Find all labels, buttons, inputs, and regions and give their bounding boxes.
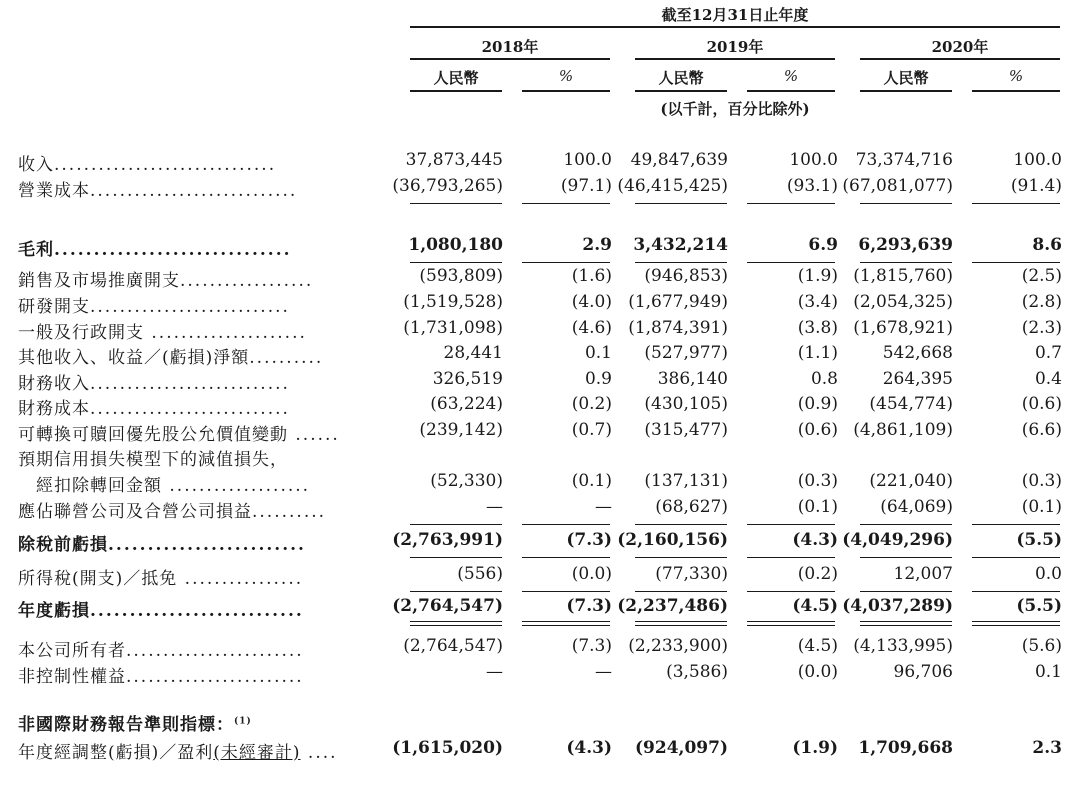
cell-value: (1,874,391) <box>628 318 728 338</box>
ifrs-cell-value: (4.3) <box>566 738 612 758</box>
cell-value: (93.1) <box>786 176 838 196</box>
cell-value: (0.0) <box>571 564 612 584</box>
cell-value: (52,330) <box>430 471 503 491</box>
row-label-text: 預期信用損失模型下的減值損失， <box>18 450 288 470</box>
cell-value: (1,677,949) <box>628 292 728 312</box>
column-rule <box>747 262 835 263</box>
cell-value: 542,668 <box>882 343 953 363</box>
cell-value: (67,081,077) <box>842 176 953 196</box>
ifrs-footnote-ref: (1) <box>234 716 252 727</box>
row-label <box>18 318 307 343</box>
column-rule <box>410 203 502 204</box>
cell-value: — <box>486 497 503 517</box>
cell-value: (2,764,547) <box>403 636 503 656</box>
row-label-text: 營業成本 <box>18 181 90 201</box>
column-rule <box>522 203 610 204</box>
cell-value: 49,847,639 <box>630 150 728 170</box>
cell-value: (0.1) <box>571 471 612 491</box>
ifrs-label-part: 年度經調整(虧損)／盈利 <box>18 743 214 763</box>
row-label <box>18 596 304 621</box>
column-rule <box>635 591 727 592</box>
column-rule <box>972 203 1060 204</box>
cell-value: (0.1) <box>1021 497 1062 517</box>
pct-2018: % <box>558 67 574 85</box>
row-label-text: 除稅前虧損 <box>18 535 108 555</box>
column-rule <box>635 524 727 525</box>
cell-value: (137,131) <box>644 471 728 491</box>
cell-value: 0.9 <box>584 369 612 389</box>
cell-value: (2,233,900) <box>628 636 728 656</box>
cell-value: (4,133,995) <box>853 636 953 656</box>
column-rule <box>635 262 727 263</box>
cell-value: (3.4) <box>797 292 838 312</box>
column-rule <box>522 557 610 558</box>
leader-dots: ........................ <box>126 667 304 687</box>
cell-value: (4,861,109) <box>853 420 953 440</box>
cell-value: (221,040) <box>869 471 953 491</box>
cell-value: (2,237,486) <box>617 596 728 616</box>
year-rule-2018 <box>410 58 610 60</box>
cell-value: 100.0 <box>789 150 838 170</box>
cell-value: — <box>486 662 503 682</box>
column-rule <box>972 524 1060 525</box>
column-rule <box>747 203 835 204</box>
cell-value: (239,142) <box>419 420 503 440</box>
leader-dots: .......... <box>252 502 327 522</box>
year-2020: 2020年 <box>931 38 989 56</box>
row-label <box>18 564 303 589</box>
row-label <box>18 235 292 260</box>
row-label <box>18 497 326 522</box>
cell-value: (556) <box>457 564 503 584</box>
ifrs-cell-value: (1.9) <box>792 738 838 758</box>
period-rule <box>410 26 1060 28</box>
cell-value: (77,330) <box>655 564 728 584</box>
row-label-text: 研發開支 <box>18 297 90 317</box>
column-rule <box>522 524 610 525</box>
column-rule <box>860 625 952 626</box>
cell-value: (2,763,991) <box>392 530 503 550</box>
leader-dots: .............................. <box>54 240 292 260</box>
cell-value: (4,049,296) <box>842 530 953 550</box>
column-rule <box>635 621 727 622</box>
cell-value: 0.1 <box>584 343 612 363</box>
row-label-text: 財務收入 <box>18 374 90 394</box>
row-label <box>18 394 290 419</box>
column-rule <box>860 557 952 558</box>
cell-value: (0.1) <box>797 497 838 517</box>
cell-value: 0.7 <box>1034 343 1062 363</box>
cell-value: 0.1 <box>1034 662 1062 682</box>
cell-value: (0.2) <box>797 564 838 584</box>
row-label <box>18 662 304 687</box>
unit-note: (以千計，百分比除外) <box>660 100 810 118</box>
leader-dots: ........................... <box>90 601 304 621</box>
cell-value: (1.9) <box>797 266 838 286</box>
ifrs-row-label <box>18 738 338 763</box>
column-rule <box>747 621 835 622</box>
column-rule <box>860 524 952 525</box>
leader-dots: ........................... <box>90 374 290 394</box>
col-rule <box>860 90 952 92</box>
cell-value: (946,853) <box>644 266 728 286</box>
leader-dots: .... <box>300 743 338 763</box>
year-2018: 2018年 <box>481 38 539 56</box>
cell-value: (1,519,528) <box>403 292 503 312</box>
column-rule <box>635 557 727 558</box>
pct-2020: % <box>1008 67 1024 85</box>
cell-value: 0.0 <box>1034 564 1062 584</box>
leader-dots: ..................... <box>144 323 307 343</box>
cell-value: 0.8 <box>810 369 838 389</box>
cell-value: (0.7) <box>571 420 612 440</box>
cell-value: (2.3) <box>1021 318 1062 338</box>
cell-value: (4,037,289) <box>842 596 953 616</box>
ifrs-cell-value: 2.3 <box>1032 738 1062 758</box>
row-label <box>18 530 306 555</box>
column-rule <box>410 262 502 263</box>
period-header: 截至12月31日止年度 <box>661 6 809 24</box>
cell-value: (5.6) <box>1021 636 1062 656</box>
cell-value: (2,160,156) <box>617 530 728 550</box>
row-label-text: 本公司所有者 <box>18 641 126 661</box>
currency-2019: 人民幣 <box>658 69 704 87</box>
leader-dots: ........................... <box>90 399 290 419</box>
cell-value: 0.4 <box>1034 369 1062 389</box>
row-label-text: 經扣除轉回金額 <box>18 476 162 496</box>
row-label-text: 收入 <box>18 155 54 175</box>
cell-value: (97.1) <box>560 176 612 196</box>
row-label <box>18 292 290 317</box>
row-label-text: 非控制性權益 <box>18 667 126 687</box>
cell-value: 100.0 <box>1013 150 1062 170</box>
leader-dots: ...... <box>288 425 340 445</box>
year-rule-2020 <box>860 58 1060 60</box>
column-rule <box>522 591 610 592</box>
cell-value: 96,706 <box>893 662 953 682</box>
cell-value: 264,395 <box>882 369 953 389</box>
cell-value: — <box>595 497 612 517</box>
column-rule <box>635 203 727 204</box>
cell-value: (7.3) <box>571 636 612 656</box>
row-label-text: 年度虧損 <box>18 601 90 621</box>
cell-value: (315,477) <box>644 420 728 440</box>
cell-value: 326,519 <box>432 369 503 389</box>
cell-value: 386,140 <box>657 369 728 389</box>
cell-value: (1,731,098) <box>403 318 503 338</box>
cell-value: (46,415,425) <box>617 176 728 196</box>
cell-value: (1,678,921) <box>853 318 953 338</box>
pct-2019: % <box>783 67 799 85</box>
cell-value: (2,054,325) <box>853 292 953 312</box>
col-rule <box>972 90 1060 92</box>
cell-value: (0.6) <box>797 420 838 440</box>
row-label <box>18 369 290 394</box>
cell-value: (5.5) <box>1016 596 1062 616</box>
cell-value: (3.8) <box>797 318 838 338</box>
leader-dots: ............................ <box>90 181 298 201</box>
cell-value: (4.3) <box>792 530 838 550</box>
cell-value: 6,293,639 <box>858 235 953 255</box>
row-label <box>18 343 323 368</box>
leader-dots: ........................... <box>90 297 290 317</box>
row-label-text: 其他收入、收益／(虧損)淨額 <box>18 348 250 368</box>
year-2019: 2019年 <box>706 38 764 56</box>
column-rule <box>860 591 952 592</box>
row-label-text: 銷售及市場推廣開支 <box>18 271 180 291</box>
cell-value: — <box>595 662 612 682</box>
leader-dots: .............................. <box>54 155 277 175</box>
cell-value: (68,627) <box>655 497 728 517</box>
cell-value: (0.3) <box>797 471 838 491</box>
leader-dots: ........................ <box>126 641 304 661</box>
cell-value: 8.6 <box>1032 235 1062 255</box>
leader-dots: ......................... <box>108 535 306 555</box>
cell-value: (1.6) <box>571 266 612 286</box>
cell-value: (0.2) <box>571 394 612 414</box>
leader-dots: .......... <box>249 348 324 368</box>
row-label-text: 可轉換可贖回優先股公允價值變動 <box>18 425 288 445</box>
cell-value: (4.5) <box>792 596 838 616</box>
row-label <box>18 150 276 175</box>
cell-value: (454,774) <box>869 394 953 414</box>
leader-dots: .................. <box>180 271 314 291</box>
column-rule <box>972 557 1060 558</box>
cell-value: (36,793,265) <box>392 176 503 196</box>
leader-dots: ................... <box>162 476 311 496</box>
row-label-text: 毛利 <box>18 240 54 260</box>
cell-value: 28,441 <box>443 343 503 363</box>
row-label <box>18 266 313 291</box>
cell-value: (6.6) <box>1021 420 1062 440</box>
cell-value: 6.9 <box>808 235 838 255</box>
row-label <box>18 471 310 496</box>
cell-value: (1.1) <box>797 343 838 363</box>
cell-value: (1,815,760) <box>853 266 953 286</box>
column-rule <box>410 625 502 626</box>
row-label-text: 所得稅(開支)／抵免 <box>18 569 178 589</box>
column-rule <box>972 621 1060 622</box>
ifrs-label-part: (未經審計) <box>213 743 301 763</box>
ifrs-cell-value: (1,615,020) <box>392 738 503 758</box>
cell-value: (527,977) <box>644 343 728 363</box>
row-label-text: 一般及行政開支 <box>18 323 144 343</box>
cell-value: (2.8) <box>1021 292 1062 312</box>
cell-value: (64,069) <box>880 497 953 517</box>
col-rule <box>747 90 835 92</box>
cell-value: 100.0 <box>563 150 612 170</box>
cell-value: (7.3) <box>566 530 612 550</box>
cell-value: 2.9 <box>582 235 612 255</box>
column-rule <box>747 625 835 626</box>
column-rule <box>522 262 610 263</box>
column-rule <box>522 621 610 622</box>
column-rule <box>860 262 952 263</box>
cell-value: (3,586) <box>666 662 728 682</box>
cell-value: (91.4) <box>1010 176 1062 196</box>
column-rule <box>635 625 727 626</box>
row-label <box>18 176 297 201</box>
column-rule <box>972 262 1060 263</box>
col-rule <box>410 90 502 92</box>
column-rule <box>860 203 952 204</box>
leader-dots: ................ <box>177 569 304 589</box>
column-rule <box>410 621 502 622</box>
ifrs-cell-value: (924,097) <box>635 738 728 758</box>
ifrs-title-text: 非國際財務報告準則指標： <box>18 715 234 735</box>
cell-value: (4.0) <box>571 292 612 312</box>
cell-value: (2,764,547) <box>392 596 503 616</box>
column-rule <box>972 625 1060 626</box>
cell-value: (0.6) <box>1021 394 1062 414</box>
ifrs-title <box>18 710 252 735</box>
column-rule <box>522 625 610 626</box>
column-rule <box>860 621 952 622</box>
currency-2018: 人民幣 <box>433 69 479 87</box>
cell-value: (593,809) <box>419 266 503 286</box>
cell-value: (0.9) <box>797 394 838 414</box>
cell-value: 37,873,445 <box>405 150 503 170</box>
column-rule <box>410 591 502 592</box>
column-rule <box>747 524 835 525</box>
col-rule <box>522 90 610 92</box>
ifrs-cell-value: 1,709,668 <box>858 738 953 758</box>
cell-value: 1,080,180 <box>408 235 503 255</box>
row-label <box>18 636 304 661</box>
column-rule <box>747 591 835 592</box>
cell-value: (7.3) <box>566 596 612 616</box>
cell-value: (4.6) <box>571 318 612 338</box>
column-rule <box>747 557 835 558</box>
cell-value: (63,224) <box>430 394 503 414</box>
row-label-text: 應佔聯營公司及合營公司損益 <box>18 502 252 522</box>
cell-value: (0.3) <box>1021 471 1062 491</box>
column-rule <box>972 591 1060 592</box>
cell-value: (2.5) <box>1021 266 1062 286</box>
cell-value: 12,007 <box>893 564 953 584</box>
cell-value: (5.5) <box>1016 530 1062 550</box>
row-label <box>18 445 288 470</box>
cell-value: 3,432,214 <box>633 235 728 255</box>
row-label-text: 財務成本 <box>18 399 90 419</box>
cell-value: (430,105) <box>644 394 728 414</box>
column-rule <box>410 557 502 558</box>
col-rule <box>635 90 727 92</box>
currency-2020: 人民幣 <box>883 69 929 87</box>
cell-value: (0.0) <box>797 662 838 682</box>
year-rule-2019 <box>635 58 835 60</box>
cell-value: (4.5) <box>797 636 838 656</box>
cell-value: 73,374,716 <box>855 150 953 170</box>
row-label <box>18 420 340 445</box>
column-rule <box>410 524 502 525</box>
